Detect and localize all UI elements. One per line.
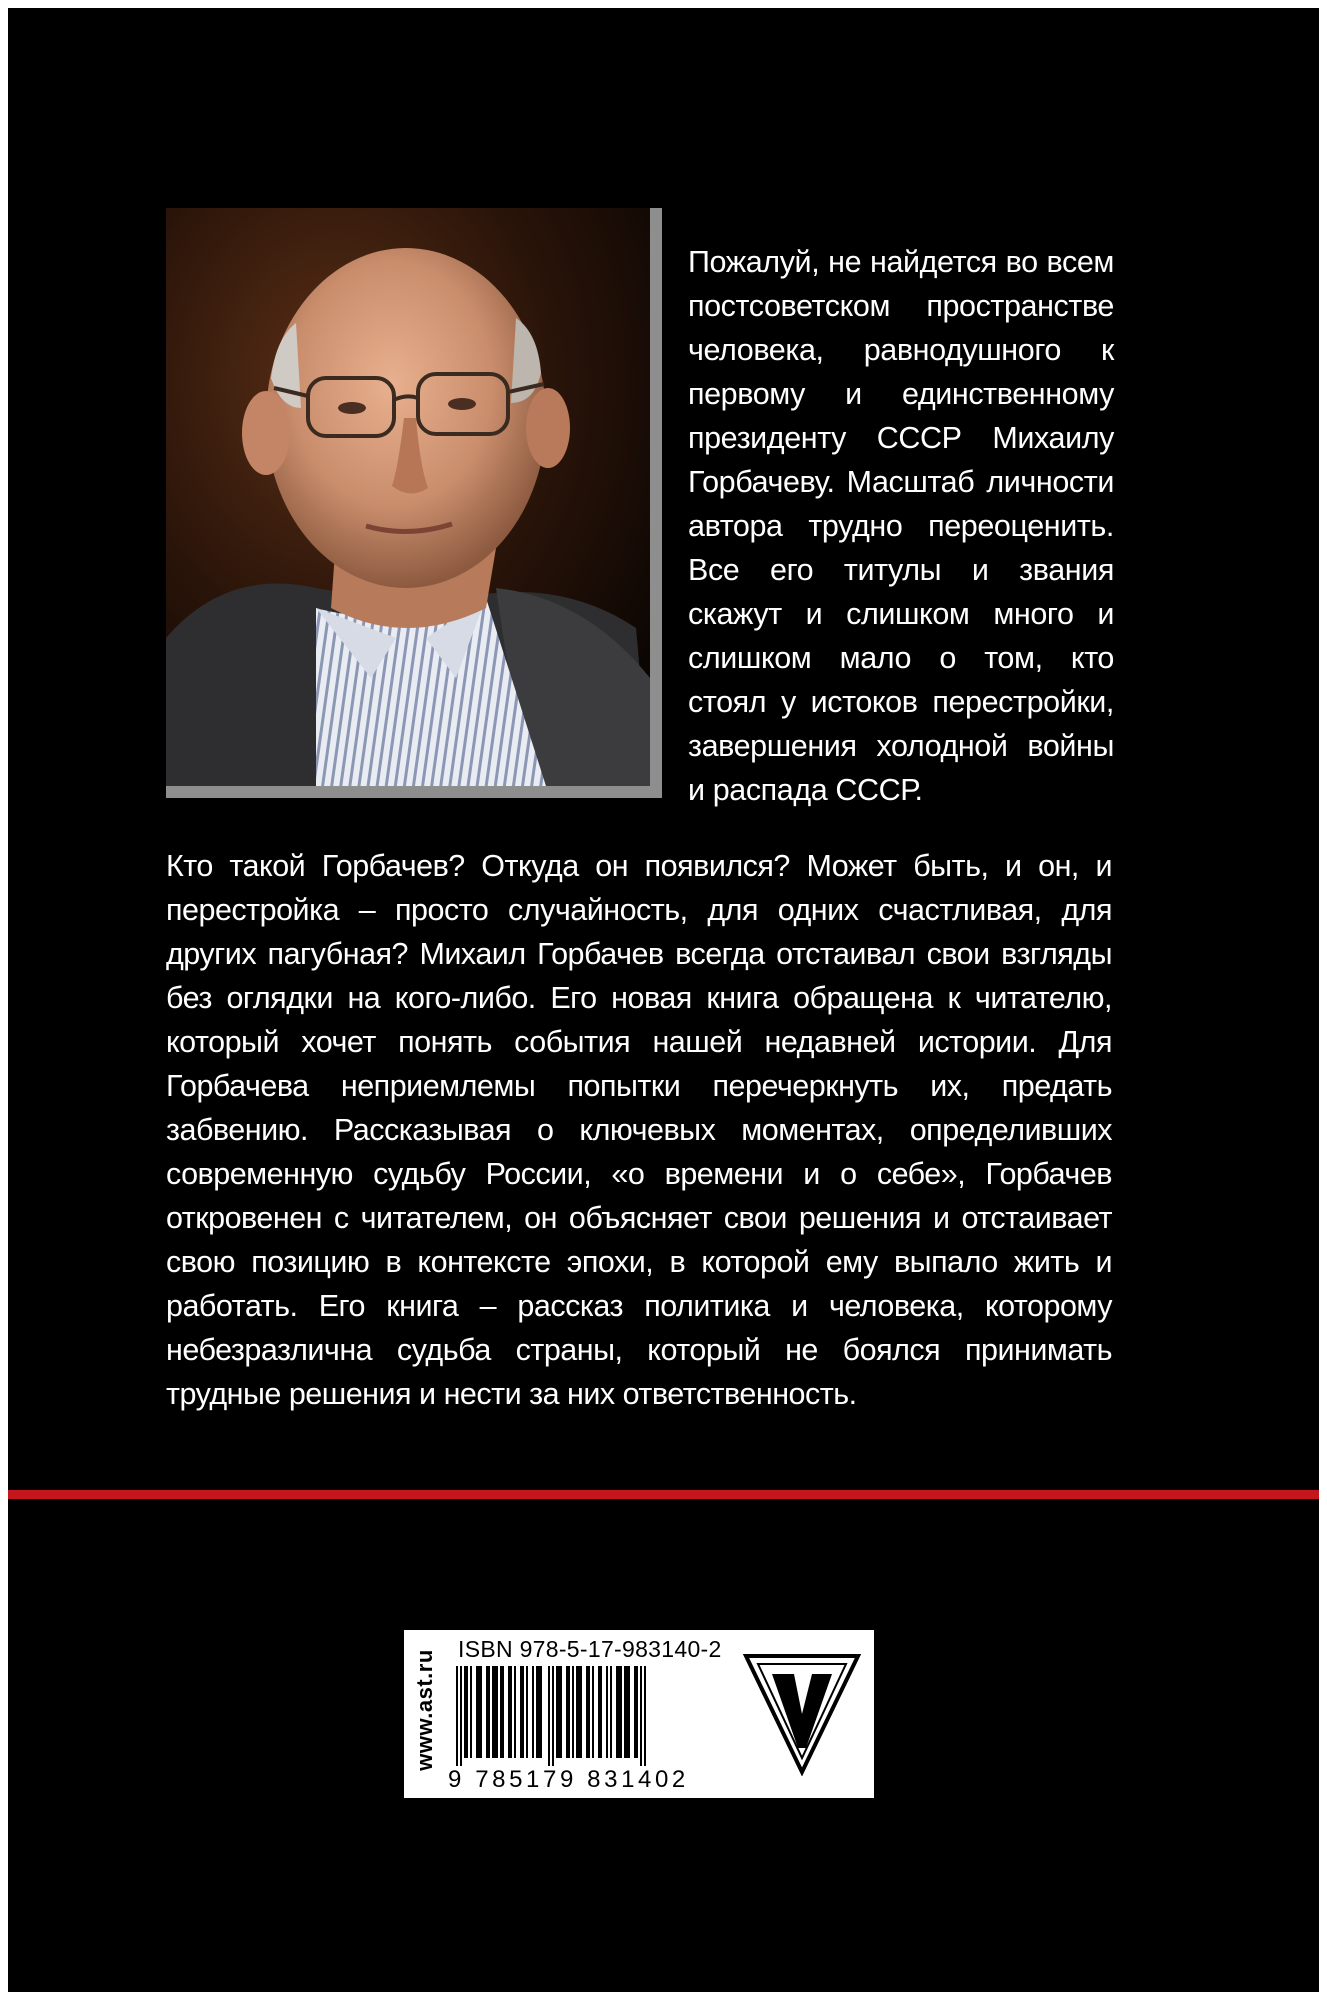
- barcode-bar: [460, 1666, 462, 1766]
- barcode-bar: [624, 1666, 630, 1758]
- barcode-bar: [476, 1666, 482, 1758]
- barcode-bar: [486, 1666, 490, 1758]
- barcode-bar: [592, 1666, 594, 1758]
- barcode-bar: [520, 1666, 524, 1758]
- barcode-bar: [514, 1666, 516, 1758]
- intro-paragraph: Пожалуй, не найдется во всем постсоветском пространстве человека, равнодушного к первому и единственному президенту СССР Михаилу Горбачеву. Масштаб личности автора трудно переоценить. Все его титулы и звания скажут и слишком много и слишком мало о том, кто стоял у истоков перестройки, завершения холодной войны и распада СССР.: [688, 245, 1114, 807]
- barcode-bar: [456, 1666, 458, 1766]
- barcode-bar: [532, 1666, 534, 1758]
- barcode-bar: [500, 1666, 504, 1758]
- barcode-bar: [470, 1666, 472, 1758]
- publisher-website: www.ast.ru: [412, 1649, 437, 1771]
- barcode-bar: [606, 1666, 608, 1758]
- barcode-bar: [508, 1666, 512, 1758]
- barcode-bar: [548, 1666, 550, 1766]
- author-photo: [166, 208, 650, 786]
- ean-number: 9 785179 831402: [448, 1766, 689, 1793]
- barcode-bar: [566, 1666, 570, 1758]
- barcode-bar: [556, 1666, 562, 1758]
- v-triangle-logo-icon: [742, 1652, 862, 1776]
- barcode-bar: [616, 1666, 622, 1758]
- barcode-bar: [598, 1666, 602, 1758]
- barcode-bar: [526, 1666, 528, 1758]
- barcode-bar: [464, 1666, 468, 1758]
- barcode-bar: [572, 1666, 574, 1758]
- barcode-bar: [586, 1666, 590, 1758]
- barcode-bar: [644, 1666, 646, 1766]
- annotation-paragraph: Кто такой Горбачев? Откуда он появился? Может быть, и он, и перестройка – просто случайность, для одних счастливая, для других пагубная? Михаил Горбачев всегда отстаивал свои взгляды без оглядки на кого-либо. Его новая книга обращена к читателю, который хочет понять события нашей недавней истории. Для Горбачева неприемлемы попытки перечеркнуть их, предать забвению. Рассказывая о ключевых моментах, определивших современную судьбу России, «о времени и о себе», Горбачев откровенен с читателем, он объясняет свои решения и отстаивает свою позицию в контексте эпохи, в которой ему выпало жить и работать. Его книга – рассказ политика и человека, которому небезразлична судьба страны, который не боялся принимать трудные решения и нести за них ответственность.: [166, 849, 1112, 1411]
- isbn-label: ISBN 978-5-17-983140-2: [458, 1636, 722, 1662]
- barcode-panel: [404, 1630, 874, 1798]
- barcode-bar: [536, 1666, 542, 1758]
- barcode-bar: [552, 1666, 554, 1766]
- barcode-bar: [610, 1666, 612, 1758]
- barcode-bar: [634, 1666, 638, 1758]
- barcode-bar: [640, 1666, 642, 1766]
- barcode-bars: [450, 1666, 722, 1766]
- barcode-bar: [576, 1666, 582, 1758]
- barcode-bar: [492, 1666, 498, 1758]
- red-divider: [8, 1490, 1319, 1499]
- back-cover: [8, 8, 1319, 1992]
